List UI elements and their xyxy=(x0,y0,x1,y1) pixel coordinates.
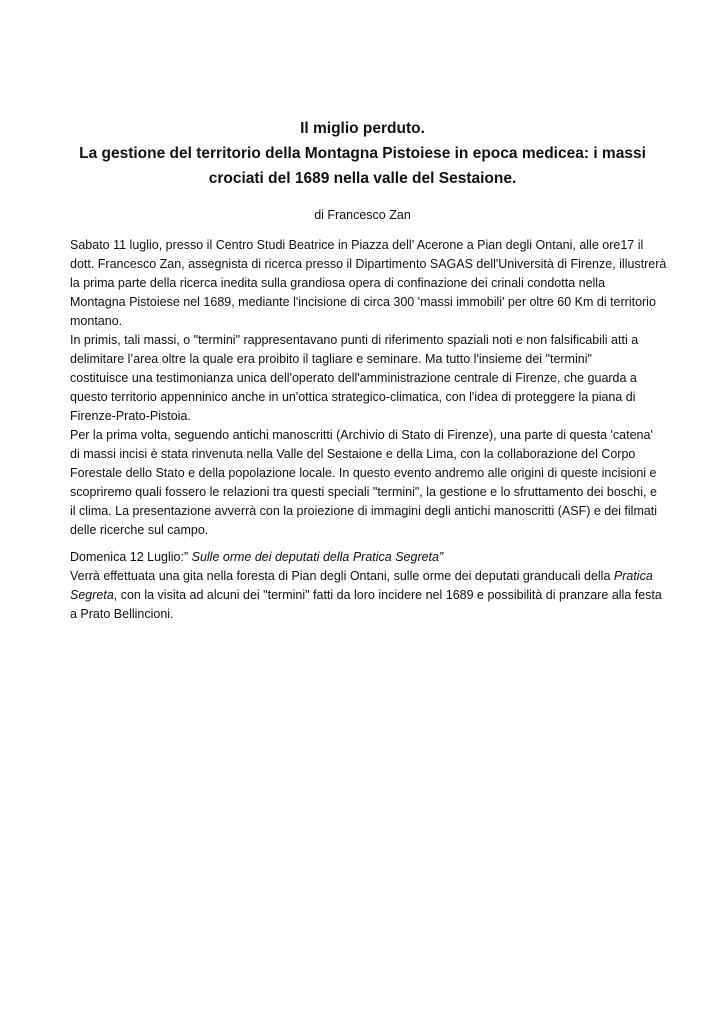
sunday-line2-italic: Segreta xyxy=(70,588,114,602)
text-line: questo territorio appenninico anche in un'ottica strategico-climatica, con l'idea di proteggere la piana di xyxy=(70,390,636,404)
document-title xyxy=(60,116,665,191)
text-line: delle ricerche sul campo. xyxy=(70,523,209,537)
title-line-3: crociati del 1689 nella valle del Sestaione. xyxy=(208,170,517,187)
text-line: Per la prima volta, seguendo antichi manoscritti (Archivio di Stato di Firenze), una parte di questa 'catena' xyxy=(70,428,653,442)
text-line: Sabato 11 luglio, presso il Centro Studi Beatrice in Piazza dell’ Acerone a Pian degli Ontani, alle ore17 il xyxy=(70,238,644,252)
text-line: di massi incisi è stata rinvenuta nella Valle del Sestaione e della Lima, con la collaborazione del Corpo xyxy=(70,447,636,461)
text-line: il clima. La presentazione avverrà con la proiezione di immagini degli antichi manoscritti (ASF) e dei filmati xyxy=(70,504,658,518)
sunday-heading-italic: Sulle orme dei deputati della Pratica Segreta” xyxy=(191,550,444,564)
sunday-heading-prefix: Domenica 12 Luglio:” xyxy=(70,550,192,564)
paragraph-research xyxy=(70,426,660,540)
text-line: Forestale dello Stato e della popolazione locale. In questo evento andremo alle origini di queste incisioni e xyxy=(70,466,657,480)
sunday-heading xyxy=(70,548,660,567)
text-line: delimitare l’area oltre la quale era proibito il tagliare e seminare. Ma tutto l'insieme dei "termini" xyxy=(70,352,592,366)
text-line: la prima parte della ricerca inedita sulla grandiosa opera di confinazione dei crinali condotta nella xyxy=(70,276,606,290)
text-line: In primis, tali massi, o "termini" rappresentavano punti di riferimento spaziali noti e non falsificabili atti a xyxy=(70,333,639,347)
document-body xyxy=(70,236,667,624)
sunday-line1-prefix: Verrà effettuata una gita nella foresta di Pian degli Ontani, sulle orme dei deputati granducali della xyxy=(70,569,614,583)
author-byline: di Francesco Zan xyxy=(314,208,411,222)
text-line: scopriremo quali fossero le relazioni tra questi speciali "termini", la gestione e lo sfruttamento dei boschi, e xyxy=(70,485,657,499)
title-line-2: La gestione del territorio della Montagna Pistoiese in epoca medicea: i massi xyxy=(79,145,646,162)
sunday-line1-italic: Pratica xyxy=(613,569,653,583)
paragraph-termini xyxy=(70,331,660,426)
paragraph-sunday xyxy=(70,548,660,624)
text-line xyxy=(70,586,660,605)
text-line: Firenze-Prato-Pistoia. xyxy=(70,409,191,423)
text-line: Montagna Pistoiese nel 1689, mediante l'incisione di circa 300 'massi immobili' per oltre 60 Km di territorio xyxy=(70,295,656,309)
text-line xyxy=(70,567,660,586)
paragraph-spacer xyxy=(70,540,660,548)
text-line: costituisce una testimonianza unica dell'operato dell'amministrazione centrale di Firenze, che guarda a xyxy=(70,371,637,385)
text-line: a Prato Bellincioni. xyxy=(70,607,174,621)
text-line: montano. xyxy=(70,314,123,328)
paragraph-saturday xyxy=(70,236,667,331)
title-line-1: Il miglio perduto. xyxy=(300,120,425,137)
sunday-line2-rest: , con la visita ad alcuni dei "termini" fatti da loro incidere nel 1689 e possibilità di pranzare alla festa xyxy=(113,588,662,602)
text-line: dott. Francesco Zan, assegnista di ricerca presso il Dipartimento SAGAS dell'Università di Firenze, illustrerà xyxy=(70,257,667,271)
